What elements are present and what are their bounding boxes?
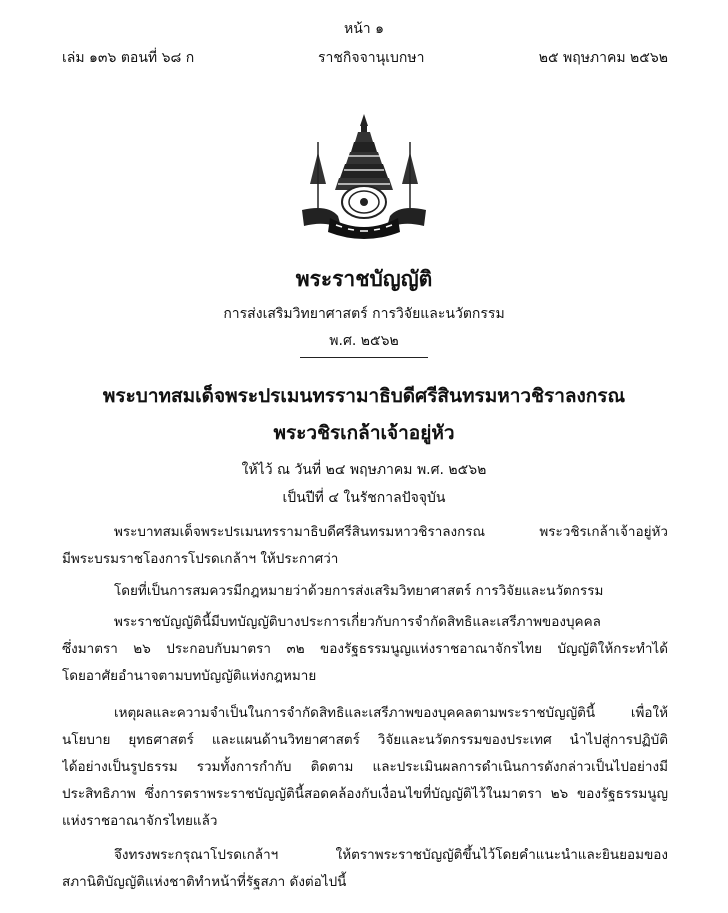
paragraph-enactment — [62, 842, 668, 896]
title-divider — [300, 357, 428, 358]
paragraph-reasons — [62, 700, 668, 835]
king-name-line2: พระวชิรเกล้าเจ้าอยู่หัว — [273, 422, 455, 444]
paragraph-line: แห่งราชอาณาจักรไทยแล้ว — [62, 813, 218, 829]
paragraph-line: จึงทรงพระกรุณาโปรดเกล้าฯ ให้ตราพระราชบัญญัติขึ้นไว้โดยคำแนะนำและยินยอมของ — [114, 847, 668, 863]
act-year: พ.ศ. ๒๕๖๒ — [329, 333, 399, 349]
paragraph-line: พระราชบัญญัตินี้มีบทบัญญัติบางประการเกี่ยวกับการจำกัดสิทธิและเสรีภาพของบุคคล — [114, 614, 601, 630]
paragraph-line: ได้อย่างเป็นรูปธรรม รวมทั้งการกำกับ ติดตาม และประเมินผลการดำเนินการดังกล่าวเป็นไปอย่างมี — [62, 759, 668, 775]
paragraph-line: ประสิทธิภาพ ซึ่งการตราพระราชบัญญัตินี้สอดคล้องกับเงื่อนไขที่บัญญัติไว้ในมาตรา ๒๖ ของรัฐธรรมนูญ — [62, 786, 668, 802]
volume-issue: เล่ม ๑๓๖ ตอนที่ ๖๘ ก — [62, 50, 195, 66]
paragraph-line: โดยที่เป็นการสมควรมีกฎหมายว่าด้วยการส่งเสริมวิทยาศาสตร์ การวิจัยและนวัตกรรม — [114, 583, 604, 599]
paragraph-line: นโยบาย ยุทธศาสตร์ และแผนด้านวิทยาศาสตร์ วิจัยและนวัตกรรมของประเทศ นำไปสู่การปฏิบัติ — [62, 732, 668, 748]
paragraph-line: ซึ่งมาตรา ๒๖ ประกอบกับมาตรา ๓๒ ของรัฐธรรมนูญแห่งราชอาณาจักรไทย บัญญัติให้กระทำได้ — [62, 641, 668, 657]
paragraph-line: สภานิติบัญญัติแห่งชาติทำหน้าที่รัฐสภา ดังต่อไปนี้ — [62, 874, 347, 890]
publication-date: ๒๕ พฤษภาคม ๒๕๖๒ — [538, 50, 668, 66]
paragraph-line: โดยอาศัยอำนาจตามบทบัญญัติแห่งกฎหมาย — [62, 668, 317, 684]
gazette-name: ราชกิจจานุเบกษา — [318, 50, 425, 66]
paragraph-line: เหตุผลและความจำเป็นในการจำกัดสิทธิและเสรีภาพของบุคคลตามพระราชบัญญัตินี้ เพื่อให้ — [114, 705, 668, 721]
act-subtitle: การส่งเสริมวิทยาศาสตร์ การวิจัยและนวัตกรรม — [223, 306, 505, 322]
given-date: ให้ไว้ ณ วันที่ ๒๔ พฤษภาคม พ.ศ. ๒๕๖๒ — [241, 462, 487, 478]
paragraph-line: พระบาทสมเด็จพระปรเมนทรรามาธิบดีศรีสินทรมหาวชิราลงกรณ พระวชิรเกล้าเจ้าอยู่หัว — [114, 524, 668, 540]
paragraph-proclamation — [62, 519, 668, 573]
paragraph-rights-limitation — [62, 609, 668, 690]
paragraph-preamble — [62, 578, 668, 605]
royal-seal-emblem — [288, 112, 440, 240]
act-title: พระราชบัญญัติ — [295, 267, 433, 291]
page-number: หน้า ๑ — [344, 21, 384, 37]
reign-year: เป็นปีที่ ๔ ในรัชกาลปัจจุบัน — [282, 490, 446, 506]
king-name-line1: พระบาทสมเด็จพระปรเมนทรรามาธิบดีศรีสินทรมหาวชิราลงกรณ — [102, 385, 626, 407]
paragraph-line: มีพระบรมราชโองการโปรดเกล้าฯ ให้ประกาศว่า — [62, 551, 339, 567]
